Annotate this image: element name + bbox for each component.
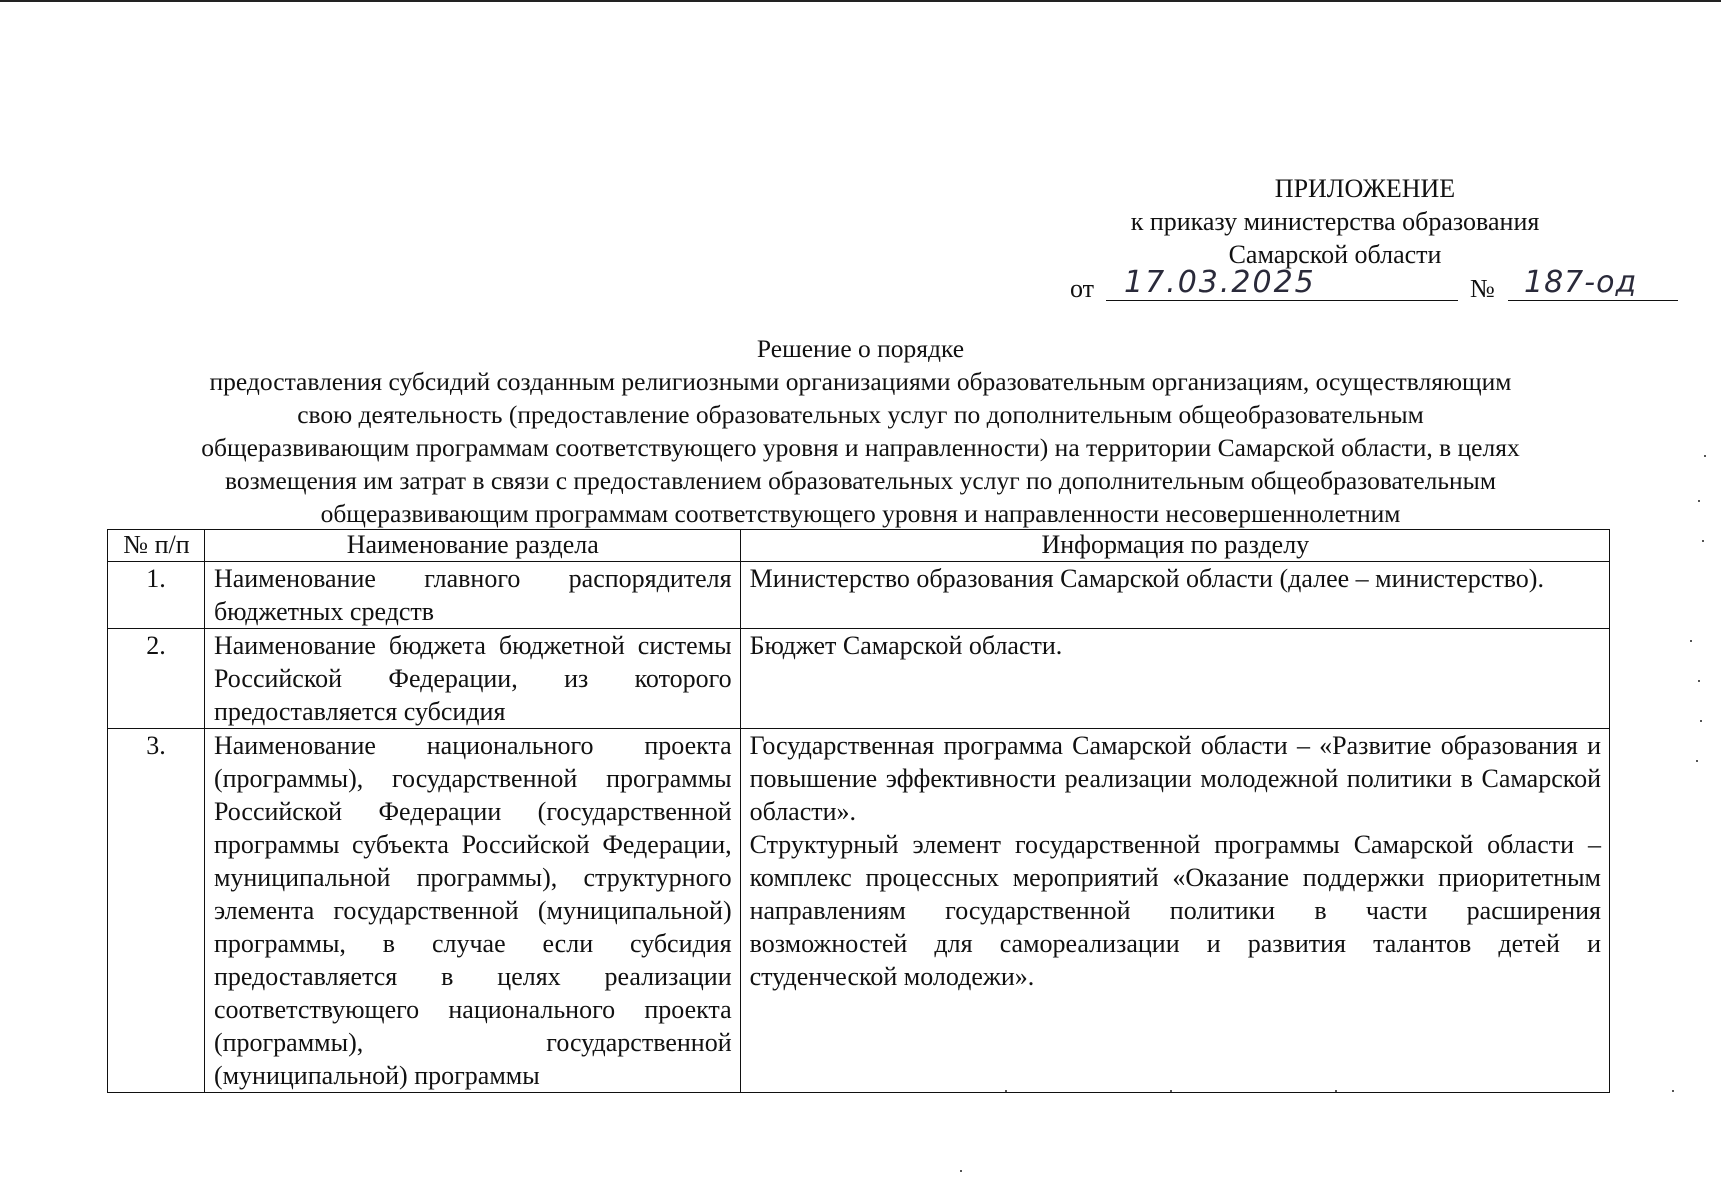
heading-line-6: общеразвивающим программам соответствующего уровня и направленности несовершеннолетним [320, 499, 1401, 528]
table-row [108, 562, 1610, 629]
header-section-name: Наименование раздела [204, 530, 740, 562]
table-header-row [108, 530, 1610, 562]
row-section-info [740, 629, 1609, 729]
info-paragraph: Структурный элемент государственной программы Самарской области – комплекс процессных мероприятий «Оказание поддержки приоритетным направлениям государственной политики в части расширения возможностей для самореализации и развития талантов детей и студенческой молодежи». [749, 830, 1601, 991]
scan-speck [1700, 720, 1702, 722]
info-paragraph: Государственная программа Самарской области – «Развитие образования и повышение эффективности реализации молодежной политики в Самарской области». [749, 731, 1601, 826]
scan-speck [1170, 1090, 1172, 1092]
row-number: 1. [108, 562, 205, 629]
heading-line-3: свою деятельность (предоставление образовательных услуг по дополнительным общеобразовательным [297, 400, 1424, 429]
heading-line-5: возмещения им затрат в связи с предоставлением образовательных услуг по дополнительным общеобразовательным [225, 466, 1496, 495]
document-heading [108, 332, 1613, 530]
appendix-title: ПРИЛОЖЕНИЕ [1274, 174, 1456, 203]
appendix-line-1: к приказу министерства образования [1130, 207, 1540, 236]
handwritten-date: 17.03.2025 [1106, 268, 1458, 301]
scan-speck [1696, 760, 1698, 762]
row-section-name: Наименование национального проекта (программы), государственной программы Российской Федерации (государственной программы субъекта Российской Федерации, муниципальной программы), структурного элемента государственной (муниципальной) программы, в случае если субсидия предоставляется в целях реализации соответствующего национального проекта (программы), государственной (муниципальной) программы [204, 729, 740, 1093]
info-paragraph: Министерство образования Самарской области (далее – министерство). [749, 564, 1544, 593]
scan-speck [1704, 455, 1706, 457]
table-row [108, 629, 1610, 729]
info-table [107, 529, 1610, 1093]
heading-line-2: предоставления субсидий созданным религиозными организациями образовательным организациям, осуществляющим [209, 367, 1512, 396]
scan-speck [1672, 1090, 1674, 1092]
header-number: № п/п [108, 530, 205, 562]
row-section-info [740, 729, 1609, 1093]
info-paragraph: Бюджет Самарской области. [749, 631, 1063, 660]
appendix-block [1100, 172, 1570, 271]
scan-speck [1335, 1090, 1337, 1092]
number-label: № [1470, 274, 1495, 303]
order-date-number-line [1070, 265, 1638, 308]
row-section-info [740, 562, 1609, 629]
row-number: 2. [108, 629, 205, 729]
scan-speck [1005, 1090, 1007, 1092]
heading-line-1: Решение о порядке [756, 334, 965, 363]
scan-edge-line [0, 0, 1721, 2]
handwritten-order-number: 187-од [1508, 268, 1678, 301]
scan-speck [1698, 500, 1700, 502]
scan-speck [1698, 680, 1700, 682]
heading-line-4: общеразвивающим программам соответствующего уровня и направленности) на территории Самарской области, в целях [201, 433, 1520, 462]
row-number: 3. [108, 729, 205, 1093]
header-section-info: Информация по разделу [740, 530, 1609, 562]
scan-speck [1702, 540, 1704, 542]
row-section-name: Наименование главного распорядителя бюджетных средств [204, 562, 740, 629]
scan-speck [960, 1170, 962, 1172]
scan-speck [1690, 640, 1692, 642]
appendix-line-2: Самарской области [1228, 240, 1442, 269]
row-section-name: Наименование бюджета бюджетной системы Российской Федерации, из которого предоставляется субсидия [204, 629, 740, 729]
table-row [108, 729, 1610, 1093]
from-label: от [1070, 274, 1095, 303]
